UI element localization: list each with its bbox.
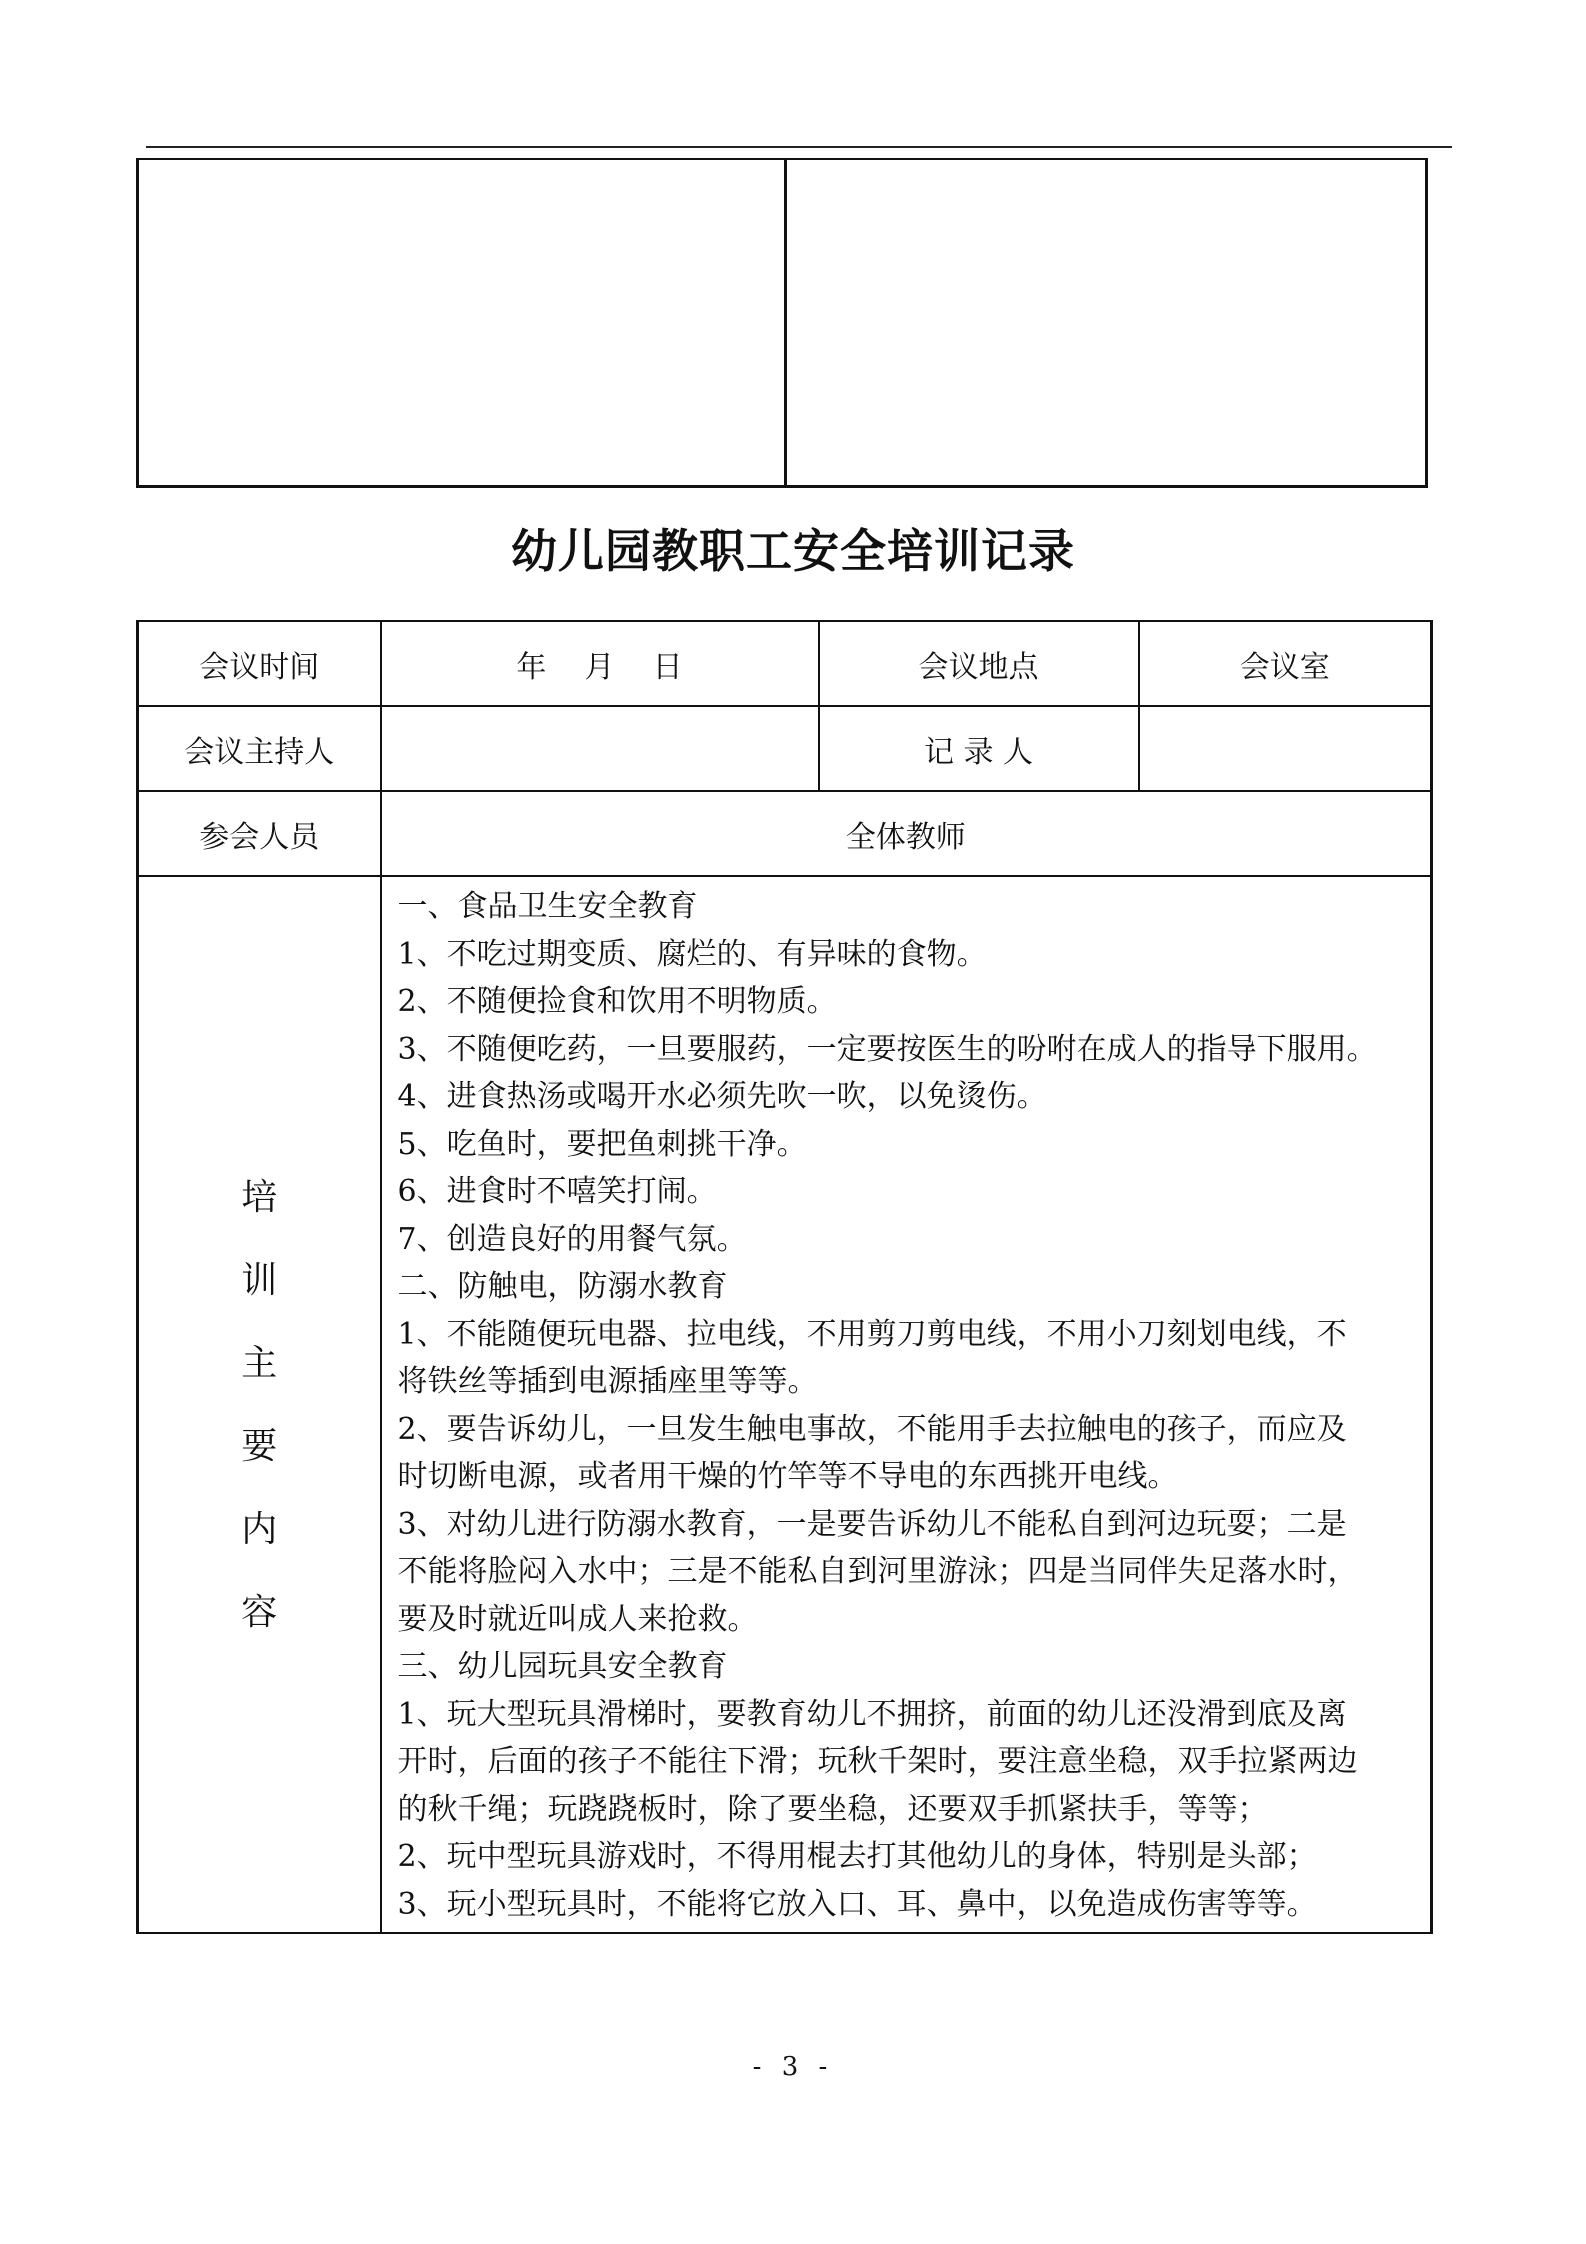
meeting-time-label: 会议时间	[138, 621, 381, 706]
content-line: 要及时就近叫成人来抢救。	[397, 1601, 758, 1637]
header-rule	[146, 146, 1452, 148]
content-line: 2、不随便捡食和饮用不明物质。	[397, 984, 837, 1019]
content-line: 7、创造良好的用餐气氛。	[397, 1221, 747, 1257]
training-label-char: 要	[241, 1425, 278, 1467]
content-line: 3、对幼儿进行防溺水教育，一是要告诉幼儿不能私自到河边玩耍；二是	[397, 1506, 1347, 1542]
table-row-training-content	[138, 876, 1432, 1933]
column-divider	[784, 160, 787, 485]
training-label-char: 培	[241, 1176, 278, 1218]
content-line: 将铁丝等插到电源插座里等等。	[397, 1364, 818, 1399]
recorder-label: 记 录 人	[819, 706, 1139, 791]
training-label-char: 容	[241, 1591, 278, 1633]
content-line: 二、防触电，防溺水教育	[397, 1269, 728, 1304]
content-line: 1、不能随便玩电器、拉电线，不用剪刀剪电线，不用小刀刻划电线，不	[397, 1316, 1347, 1352]
content-line: 5、吃鱼时，要把鱼刺挑干净。	[397, 1126, 807, 1162]
content-line: 三、幼儿园玩具安全教育	[397, 1649, 728, 1684]
previous-table-continuation	[136, 158, 1428, 488]
recorder-value	[1139, 706, 1432, 791]
content-line: 2、玩中型玩具游戏时，不得用棍去打其他幼儿的身体，特别是头部；	[397, 1839, 1317, 1874]
content-line: 6、进食时不嘻笑打闹。	[397, 1174, 717, 1209]
training-content-body	[381, 876, 1432, 1933]
meeting-time-value: 年 月 日	[381, 621, 819, 706]
content-line: 一、食品卫生安全教育	[397, 889, 698, 924]
table-row-host	[138, 706, 1432, 791]
attendees-label: 参会人员	[138, 791, 381, 876]
training-record-table	[136, 620, 1433, 1934]
content-line: 时切断电源，或者用干燥的竹竿等不导电的东西挑开电线。	[397, 1459, 1178, 1494]
meeting-host-value	[381, 706, 819, 791]
content-line: 1、玩大型玩具滑梯时，要教育幼儿不拥挤，前面的幼儿还没滑到底及离	[397, 1696, 1347, 1732]
table-row-meeting-time	[138, 621, 1432, 706]
training-label-char: 内	[241, 1508, 278, 1550]
content-line: 3、玩小型玩具时，不能将它放入口、耳、鼻中，以免造成伤害等等。	[397, 1886, 1317, 1922]
meeting-place-value: 会议室	[1139, 621, 1432, 706]
meeting-place-label: 会议地点	[819, 621, 1139, 706]
table-row-attendees	[138, 791, 1432, 876]
content-line: 的秋千绳；玩跷跷板时，除了要坐稳，还要双手抓紧扶手，等等；	[397, 1791, 1268, 1827]
content-line: 不能将脸闷入水中；三是不能私自到河里游泳；四是当同伴失足落水时，	[397, 1554, 1358, 1589]
training-label-char: 训	[241, 1259, 278, 1301]
content-line: 2、要告诉幼儿，一旦发生触电事故，不能用手去拉触电的孩子，而应及	[397, 1411, 1347, 1447]
attendees-value: 全体教师	[381, 791, 1432, 876]
meeting-host-label: 会议主持人	[138, 706, 381, 791]
content-line: 1、不吃过期变质、腐烂的、有异味的食物。	[397, 936, 987, 972]
training-label-char: 主	[241, 1342, 278, 1384]
page-title: 幼儿园教职工安全培训记录	[511, 524, 1075, 578]
page-number: - 3 -	[752, 2052, 834, 2082]
content-line: 开时，后面的孩子不能往下滑；玩秋千架时，要注意坐稳，双手拉紧两边	[397, 1744, 1358, 1779]
content-line: 4、进食热汤或喝开水必须先吹一吹，以免烫伤。	[397, 1079, 1047, 1114]
training-content-label	[138, 876, 381, 1933]
content-line: 3、不随便吃药，一旦要服药，一定要按医生的吩咐在成人的指导下服用。	[397, 1031, 1377, 1067]
